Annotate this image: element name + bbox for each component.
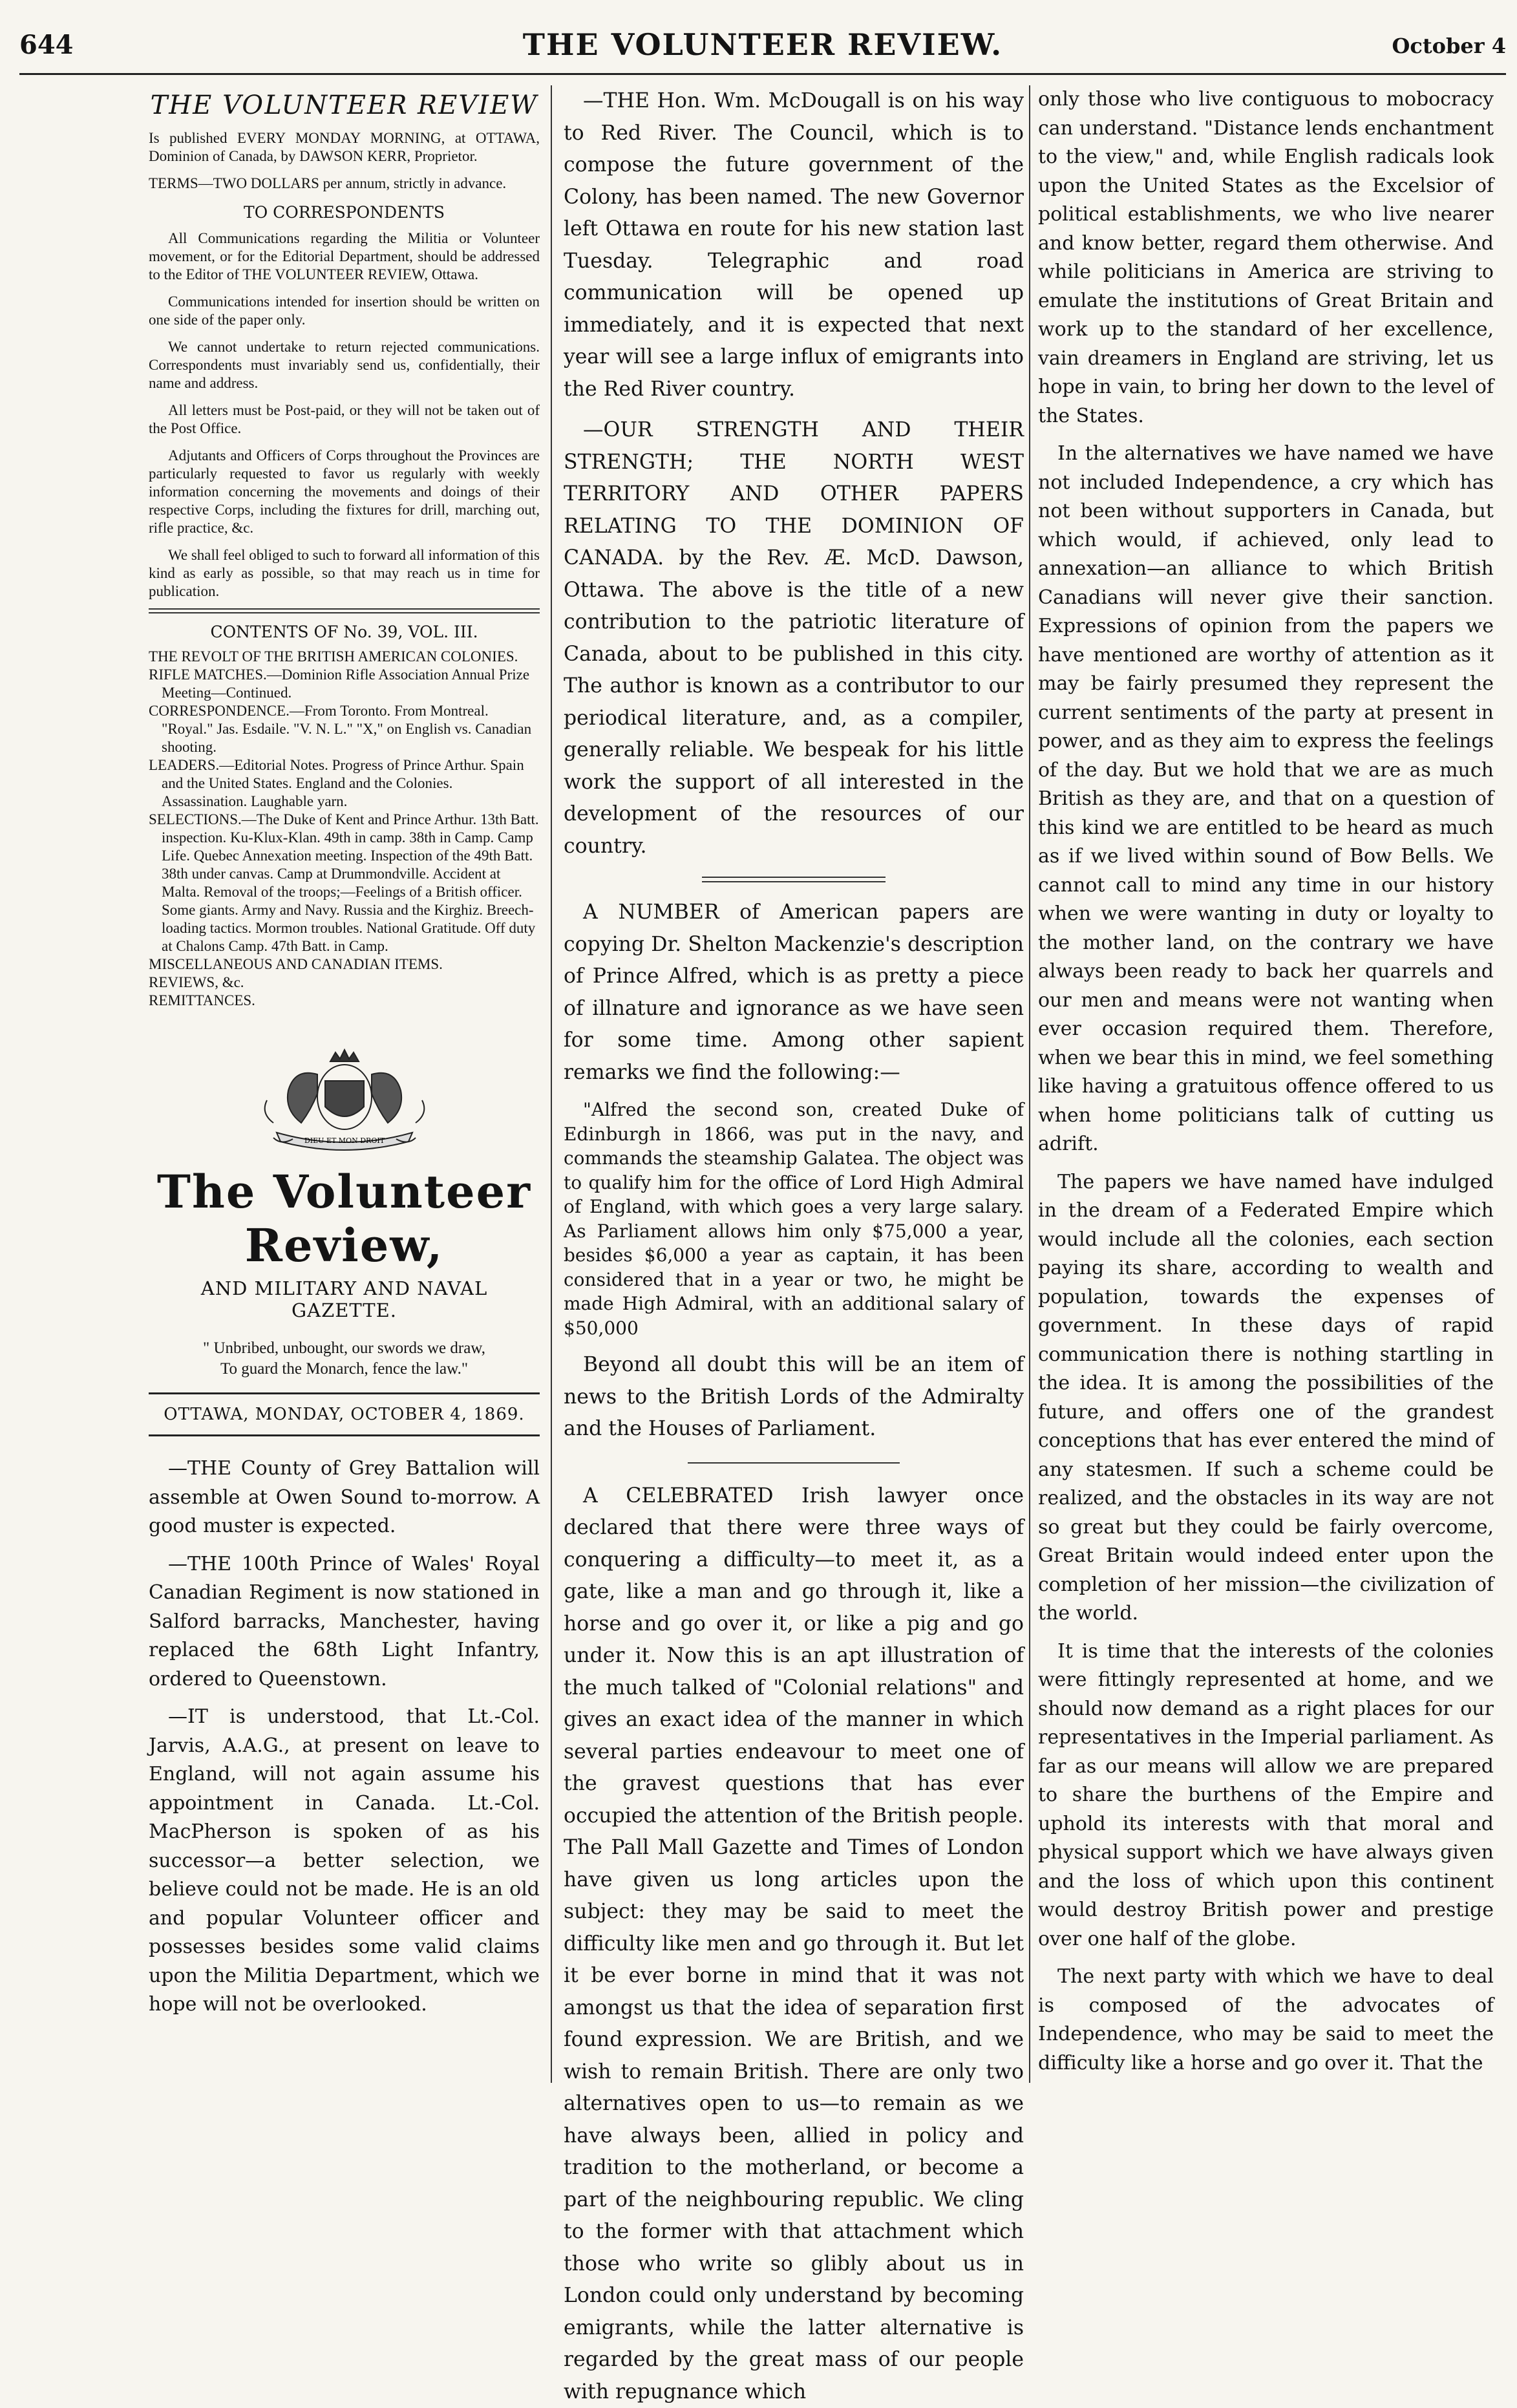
contents-item: RIFLE MATCHES.—Dominion Rifle Association Annual Prize Meeting—Continued.	[149, 666, 540, 702]
article-irish-lawyer: A CELEBRATED Irish lawyer once declared that there were three ways of conquering a difficulty—to meet it, as a gate, like a man and go through it, like a horse and go over it, or like a pig and go under it. Now this is an apt illustration of the much talked of "Colonial relations" and gives an exact idea of the manner in which several parties endeavour to meet one of the gravest questions that has ever occupied the attention of the British people. The Pall Mall Gazette and Times of London have given us long articles upon the subject: they may be said to meet the difficulty like men and go through it. But let it be ever borne in mind that it was not amongst us that the idea of separation first found expression. We are British, and we wish to remain British. There are only two alternatives open to us—to remain as we have always been, allied in policy and tradition to the motherland, or become a part of the neighbouring republic. We cling to the former with that attachment which those who write so glibly about us in London could only understand by becoming emigrants, while the latter alternative is regarded by the great mass of our people with repugnance which	[564, 1480, 1024, 2408]
section-rule	[688, 1462, 900, 1464]
quoted-passage: "Alfred the second son, created Duke of Edinburgh in 1866, was put in the navy, and commands the steamship Galatea. The object was to qualify him for the office of Lord High Admiral of England, with which goes a very large salary. As Parliament allows him only $75,000 a year, besides $6,000 a year as captain, it has been considered that in a year or two, he might be made High Admiral, with an additional salary of $50,000	[564, 1098, 1024, 1340]
contents-heading: CONTENTS OF No. 39, VOL. III.	[149, 623, 540, 641]
article-american-papers: A NUMBER of American papers are copying Dr. Shelton Mackenzie's description of Prince Alfred, which is as pretty a piece of illnature and ignorance as we have seen for some time. Among other sapient remarks we find the following:—	[564, 897, 1024, 1089]
contents-item: LEADERS.—Editorial Notes. Progress of Prince Arthur. Spain and the United States. England and the Colonies. Assassination. Laughable yarn.	[149, 756, 540, 811]
editorial-paragraph: The next party with which we have to deal is composed of the advocates of Independence, who may be said to meet the difficulty like a horse and go over it. That the	[1038, 1963, 1494, 2078]
correspondents-para: All letters must be Post-paid, or they will not be taken out of the Post Office.	[149, 401, 540, 438]
news-paragraph: —IT is understood, that Lt.-Col. Jarvis, A.A.G., at present on leave to England, will not again assume his appointment in Canada. Lt.-Col. MacPherson is spoken of as his successor—a better selection, we believe could not be made. He is an old and popular Volunteer officer and possesses besides some valid claims upon the Militia Department, which we hope will not be overlooked.	[149, 1703, 540, 2019]
column-2	[564, 85, 1024, 2083]
article-mcdougall: —THE Hon. Wm. McDougall is on his way to Red River. The Council, which is to compose the future government of the Colony, has been named. The new Governor left Ottawa en route for his new station last Tuesday. Telegraphic and road communication will be opened up immediately, and it is expected that next year will see a large influx of emigrants into the Red River country.	[564, 85, 1024, 405]
column-3	[1038, 85, 1494, 2083]
editorial-paragraph: The papers we have named have indulged in the dream of a Federated Empire which would include all the colonies, each section paying its share, according to wealth and population, towards the expenses of government. In these days of rapid communication there is nothing startling in the idea. It is among the possibilities of the future, and offers one of the grandest conceptions that has ever entered the mind of any statesmen. If such a scheme could be realized, and the obstacles in its way are not so great but they could be fairly overcome, Great Britain would indeed enter upon the completion of her mission—the civilization of the world.	[1038, 1168, 1494, 1628]
column-rule-2	[1029, 85, 1030, 2083]
contents-item: REMITTANCES.	[149, 992, 540, 1010]
contents-item: SELECTIONS.—The Duke of Kent and Prince Arthur. 13th Batt. inspection. Ku-Klux-Klan. 49th in camp. 38th in Camp. Camp Life. Quebec Annexation meeting. Inspection of the 49th Batt. 38th under canvas. Camp at Drummondville. Accident at Malta. Removal of the troops;—Feelings of a British officer. Some giants. Army and Navy. Russia and the Kirghiz. Breech-loading tactics. Mormon troubles. National Gratitude. Off duty at Chalons Camp. 47th Batt. in Camp.	[149, 811, 540, 955]
news-paragraph: —THE 100th Prince of Wales' Royal Canadian Regiment is now stationed in Salford barracks, Manchester, having replaced the 68th Light Infantry, ordered to Queenstown.	[149, 1550, 540, 1694]
double-rule	[149, 608, 540, 613]
contents-item: THE REVOLT OF THE BRITISH AMERICAN COLONIES.	[149, 648, 540, 666]
issue-dateline: OTTAWA, MONDAY, OCTOBER 4, 1869.	[149, 1392, 540, 1436]
gothic-title: The Volunteer Review,	[149, 1165, 540, 1272]
news-paragraph: —THE County of Grey Battalion will assemble at Owen Sound to-morrow. A good muster is expected.	[149, 1454, 540, 1541]
gazette-subtitle: AND MILITARY AND NAVAL GAZETTE.	[149, 1277, 540, 1321]
correspondents-para: We cannot undertake to return rejected communications. Correspondents must invariably send us, confidentially, their name and address.	[149, 338, 540, 392]
motto-line: To guard the Monarch, fence the law."	[149, 1359, 540, 1380]
page-number: 644	[19, 30, 74, 60]
motto	[149, 1338, 540, 1380]
correspondents-heading: TO CORRESPONDENTS	[149, 203, 540, 222]
editorial-paragraph: It is time that the interests of the colonies were fittingly represented at home, and we should now demand as a right places for our representatives in the Imperial parliament. As far as our means will allow we are prepared to share the burthens of the Empire and uphold its interests with that moral and physical support which we have always given and the loss of which upon this continent would destroy British power and prestige over one half of the globe.	[1038, 1637, 1494, 1954]
page-header	[19, 23, 1506, 75]
editorial-paragraph: only those who live contiguous to mobocracy can understand. "Distance lends enchantment to the view," and, while English radicals look upon the United States as the Excelsior of political establishments, we who live nearer and know better, regard them otherwise. And while politicians in America are striving to emulate the institutions of Great Britain and work up to the standard of her excellence, vain dreamers in England are striving, let us hope in vain, to bring her down to the level of the States.	[1038, 85, 1494, 431]
running-date: October 4	[1392, 34, 1506, 58]
crest-motto: DIEU ET MON DROIT	[304, 1136, 385, 1145]
contents-item: MISCELLANEOUS AND CANADIAN ITEMS.	[149, 955, 540, 974]
contents-item: REVIEWS, &c.	[149, 974, 540, 992]
publish-notice: Is published EVERY MONDAY MORNING, at OTTAWA, Dominion of Canada, by DAWSON KERR, Proprietor.	[149, 129, 540, 165]
article-strength: —OUR STRENGTH AND THEIR STRENGTH; THE NORTH WEST TERRITORY AND OTHER PAPERS RELATING TO THE DOMINION OF CANADA. by the Rev. Æ. McD. Dawson, Ottawa. The above is the title of a new contribution to the patriotic literature of Canada, about to be published in this city. The author is known as a contributor to our periodical literature, and, as a compiler, generally reliable. We bespeak for his little work the support of all interested in the development of the resources of our country.	[564, 414, 1024, 862]
contents-item: CORRESPONDENCE.—From Toronto. From Montreal. "Royal." Jas. Esdaile. "V. N. L." "X," on English vs. Canadian shooting.	[149, 702, 540, 756]
running-title: THE VOLUNTEER REVIEW.	[19, 27, 1506, 62]
column-1	[149, 85, 540, 2083]
header-rule	[19, 73, 1506, 75]
correspondents-para: Communications intended for insertion should be written on one side of the paper only.	[149, 293, 540, 329]
masthead-title: THE VOLUNTEER REVIEW	[149, 91, 540, 120]
correspondents-para: Adjutants and Officers of Corps throughout the Provinces are particularly requested to favor us regularly with weekly information concerning the movements and doings of their respective Corps, including the fixtures for drill, marching out, rifle practice, &c.	[149, 447, 540, 537]
article-beyond: Beyond all doubt this will be an item of news to the British Lords of the Admiralty and the Houses of Parliament.	[564, 1349, 1024, 1445]
terms-notice: TERMS—TWO DOLLARS per annum, strictly in advance.	[149, 175, 540, 193]
royal-crest-emblem	[248, 1036, 441, 1152]
section-rule	[702, 877, 886, 882]
correspondents-para: We shall feel obliged to such to forward all information of this kind as early as possible, so that may reach us in time for publication.	[149, 546, 540, 601]
motto-line: " Unbribed, unbought, our swords we draw,	[149, 1338, 540, 1359]
column-rule-1	[551, 85, 552, 2083]
correspondents-para: All Communications regarding the Militia or Volunteer movement, or for the Editorial Department, should be addressed to the Editor of THE VOLUNTEER REVIEW, Ottawa.	[149, 229, 540, 284]
editorial-paragraph: In the alternatives we have named we have not included Independence, a cry which has not been without supporters in Canada, but which would, if achieved, only lead to annexation—an alliance to which British Canadians will never give their sanction. Expressions of opinion from the papers we have mentioned are worthy of attention as it may be fairly presumed they represent the current sentiments of the party at present in power, and as they aim to express the feelings of the day. But we hold that we are as much British as they are, and that on a question of this kind we are entitled to be heard as much as if we lived within sound of Bow Bells. We cannot call to mind any time in our history when we were wanting in duty or loyalty to the mother land, on the contrary we have always been ready to back her quarrels and our men and means were not wanting when ever occasion required them. Therefore, when we bear this in mind, we feel something like having a gratuitous offence offered to us when home politicians talk of cutting us adrift.	[1038, 440, 1494, 1159]
